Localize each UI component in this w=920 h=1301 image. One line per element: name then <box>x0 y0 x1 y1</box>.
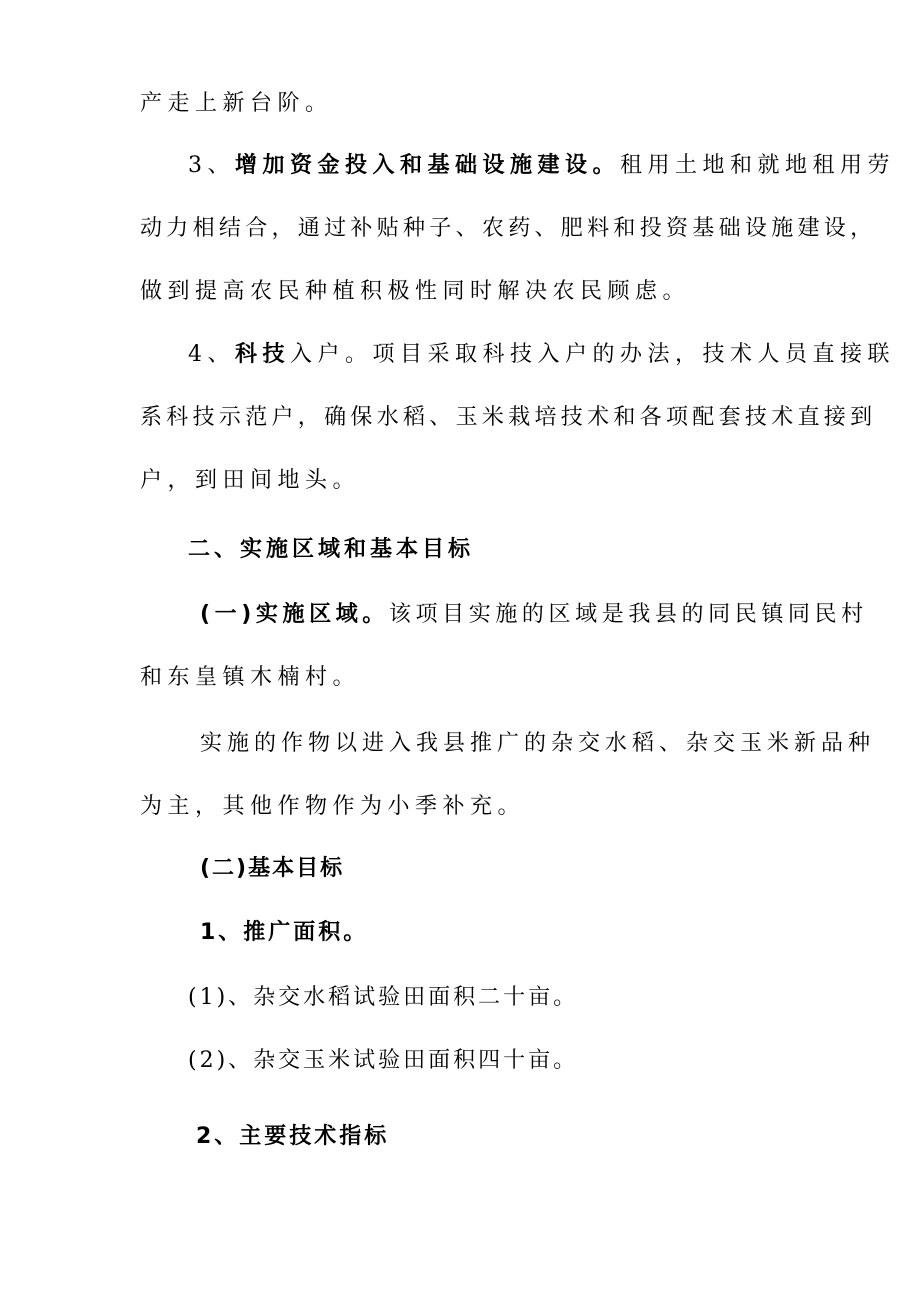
paragraph-line <box>200 601 868 629</box>
bold-lead: (一)实施区域。 <box>200 602 389 627</box>
paragraph-line: (1)、杂交水稻试验田面积二十亩。 <box>188 985 579 1010</box>
bold-lead: 科技 <box>235 342 291 367</box>
paragraph-line: 产走上新台阶。 <box>140 91 333 116</box>
paragraph-line: 为主，其他作物作为小季补充。 <box>140 794 526 819</box>
paragraph-line: 户，到田间地头。 <box>140 468 361 493</box>
item-heading: 2、主要技术指标 <box>196 1124 390 1149</box>
paragraph-line: 做到提高农民种植积极性同时解决农民顾虑。 <box>140 279 691 304</box>
paragraph-line: 系科技示范户，确保水稻、玉米栽培技术和各项配套技术直接到 <box>140 405 877 430</box>
line-text: 租用土地和就地租用劳 <box>620 153 896 178</box>
item-number: 3、 <box>188 153 235 178</box>
line-text: 入户。项目采取科技入户的办法，技术人员直接联 <box>290 342 896 367</box>
subsection-heading: (二)基本目标 <box>200 856 345 881</box>
paragraph-line <box>188 152 895 180</box>
section-heading: 二、实施区域和基本目标 <box>188 537 475 562</box>
item-heading: 1、推广面积。 <box>200 920 369 945</box>
paragraph-line: (2)、杂交玉米试验田面积四十亩。 <box>188 1048 579 1073</box>
paragraph-line <box>188 341 895 369</box>
paragraph-line: 和东皇镇木楠村。 <box>140 665 361 690</box>
paragraph-line: 动力相结合，通过补贴种子、农药、肥料和投资基础设施建设， <box>140 216 877 241</box>
line-text: 该项目实施的区域是我县的同民镇同民村 <box>388 602 868 627</box>
paragraph-line: 实施的作物以进入我县推广的杂交水稻、杂交玉米新品种 <box>200 731 876 756</box>
bold-lead: 增加资金投入和基础设施建设。 <box>235 153 621 178</box>
item-number: 4、 <box>188 342 235 367</box>
